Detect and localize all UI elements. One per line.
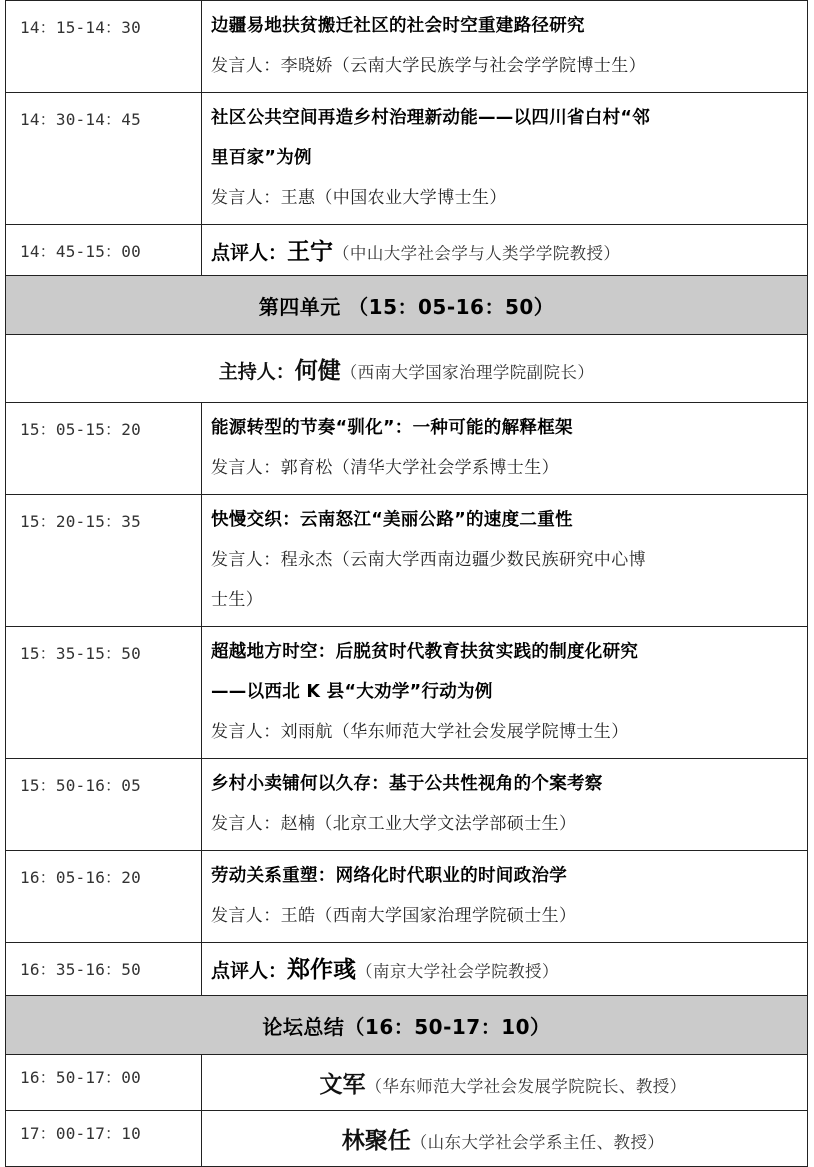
session-row xyxy=(6,93,808,225)
closing-speaker-affiliation: （华东师范大学社会发展学院院长、教授） xyxy=(365,1076,687,1096)
moderator-label: 主持人： xyxy=(218,361,295,383)
moderator-cell xyxy=(6,335,808,403)
session-content xyxy=(202,627,808,759)
unit-heading-row xyxy=(6,276,808,335)
speaker-line: 发言人：李晓娇（云南大学民族学与社会学学院博士生） xyxy=(211,56,646,76)
closing-row xyxy=(6,1055,808,1111)
paper-title: 超越地方时空：后脱贫时代教育扶贫实践的制度化研究 xyxy=(211,642,639,662)
closing-content xyxy=(202,1055,808,1111)
paper-title: 乡村小卖铺何以久存：基于公共性视角的个案考察 xyxy=(211,774,603,794)
reviewer-name: 郑作彧 xyxy=(287,957,357,983)
review-content xyxy=(202,225,808,276)
forum-schedule-table xyxy=(5,0,808,1167)
session-content xyxy=(202,93,808,225)
reviewer-label: 点评人： xyxy=(211,960,288,982)
session-row xyxy=(6,403,808,495)
closing-speaker-name: 林聚任 xyxy=(341,1127,411,1154)
session-time: 15：20-15：35 xyxy=(6,495,202,627)
review-content xyxy=(202,943,808,996)
reviewer-affiliation: （南京大学社会学院教授） xyxy=(356,962,559,981)
moderator-row xyxy=(6,335,808,403)
closing-time: 16：50-17：00 xyxy=(6,1055,202,1111)
session-time: 14：30-14：45 xyxy=(6,93,202,225)
review-row xyxy=(6,225,808,276)
session-content xyxy=(202,495,808,627)
moderator-affiliation: （西南大学国家治理学院副院长） xyxy=(340,363,595,382)
paper-title: 快慢交织：云南怒江“美丽公路”的速度二重性 xyxy=(211,510,573,530)
session-row xyxy=(6,1,808,93)
reviewer-label: 点评人： xyxy=(211,242,288,264)
review-time: 14：45-15：00 xyxy=(6,225,202,276)
reviewer-affiliation: （中山大学社会学与人类学学院教授） xyxy=(333,244,621,263)
speaker-line-continued: 士生） xyxy=(211,590,264,610)
session-time: 16：05-16：20 xyxy=(6,851,202,943)
closing-time: 17：00-17：10 xyxy=(6,1111,202,1167)
session-content xyxy=(202,851,808,943)
summary-heading-row xyxy=(6,996,808,1055)
paper-title: 社区公共空间再造乡村治理新动能——以四川省白村“邻 xyxy=(211,108,650,128)
session-row xyxy=(6,759,808,851)
reviewer-name: 王宁 xyxy=(287,239,334,265)
session-time: 15：35-15：50 xyxy=(6,627,202,759)
session-time: 14：15-14：30 xyxy=(6,1,202,93)
review-row xyxy=(6,943,808,996)
paper-title: 能源转型的节奏“驯化”：一种可能的解释框架 xyxy=(211,418,573,438)
speaker-line: 发言人：程永杰（云南大学西南边疆少数民族研究中心博 xyxy=(211,550,646,570)
session-row xyxy=(6,851,808,943)
speaker-line: 发言人：王惠（中国农业大学博士生） xyxy=(211,188,507,208)
closing-speaker-name: 文军 xyxy=(319,1071,366,1098)
session-content xyxy=(202,403,808,495)
session-time: 15：05-15：20 xyxy=(6,403,202,495)
session-content xyxy=(202,759,808,851)
session-row xyxy=(6,495,808,627)
closing-row xyxy=(6,1111,808,1167)
speaker-line: 发言人：王皓（西南大学国家治理学院硕士生） xyxy=(211,906,577,926)
session-row xyxy=(6,627,808,759)
paper-title: 边疆易地扶贫搬迁社区的社会时空重建路径研究 xyxy=(211,16,585,36)
review-time: 16：35-16：50 xyxy=(6,943,202,996)
speaker-line: 发言人：赵楠（北京工业大学文法学部硕士生） xyxy=(211,814,577,834)
closing-speaker-affiliation: （山东大学社会学系主任、教授） xyxy=(410,1132,665,1152)
summary-heading: 论坛总结（16：50-17：10） xyxy=(6,996,808,1055)
session-content xyxy=(202,1,808,93)
paper-title-continued: ——以西北 K 县“大劝学”行动为例 xyxy=(211,682,493,702)
closing-content xyxy=(202,1111,808,1167)
unit-heading: 第四单元 （15：05-16：50） xyxy=(6,276,808,335)
moderator-name: 何健 xyxy=(294,358,341,384)
speaker-line: 发言人：郭育松（清华大学社会学系博士生） xyxy=(211,458,559,478)
paper-title: 劳动关系重塑：网络化时代职业的时间政治学 xyxy=(211,866,567,886)
speaker-line: 发言人：刘雨航（华东师范大学社会发展学院博士生） xyxy=(211,722,629,742)
paper-title-continued: 里百家”为例 xyxy=(211,148,312,168)
session-time: 15：50-16：05 xyxy=(6,759,202,851)
